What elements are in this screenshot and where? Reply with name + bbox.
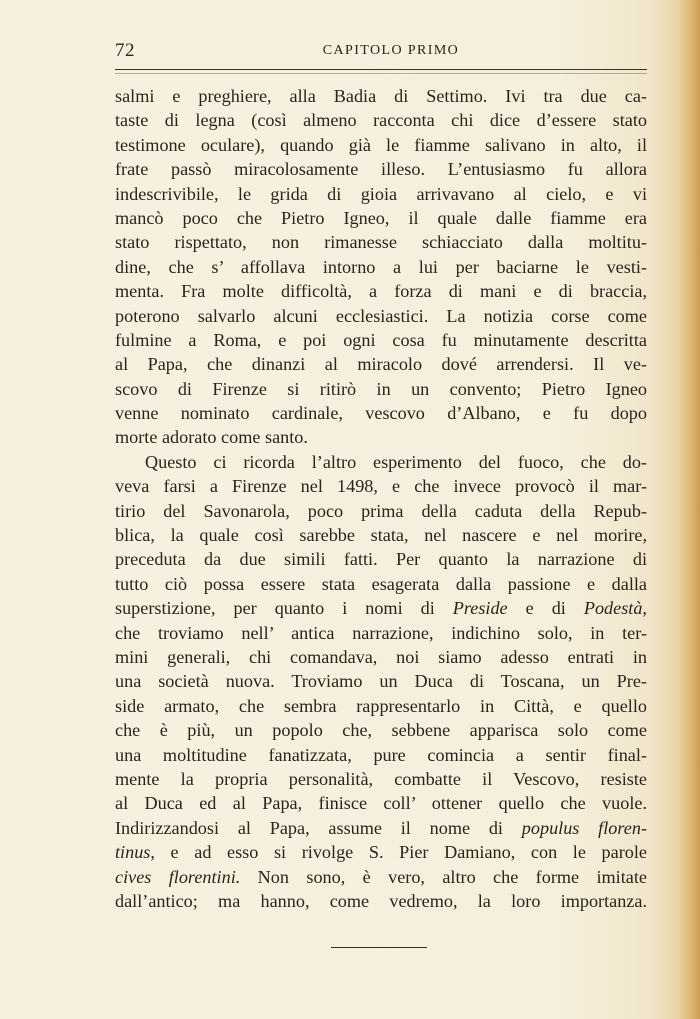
text-line: [115, 767, 647, 791]
text-run: mancò poco che Pietro Igneo, il quale dalle fiamme era: [115, 207, 647, 228]
text-run: superstizione, per quanto i nomi di: [115, 598, 453, 619]
italic-text: cives florentini.: [115, 866, 241, 887]
text-run: scovo di Firenze si ritirò in un convento; Pietro Igneo: [115, 378, 647, 399]
text-run: una società nuova. Troviamo un Duca di Toscana, un Pre-: [115, 671, 647, 692]
italic-text: Podestà,: [583, 598, 647, 619]
italic-text: populus floren-: [521, 817, 647, 838]
page-number: 72: [115, 40, 135, 61]
text-run: menta. Fra molte difficoltà, a forza di mani e di braccia,: [115, 281, 647, 302]
text-line: [115, 669, 647, 693]
text-run: tirio del Savonarola, poco prima della caduta della Repub-: [115, 500, 647, 521]
text-line: [115, 352, 647, 376]
text-line: [115, 84, 647, 108]
text-run: Indirizzandosi al Papa, assume il nome di: [115, 817, 522, 838]
text-run: testimone oculare), quando già le fiamme salivano in alto, il: [115, 134, 647, 155]
header-rule-secondary: [115, 73, 647, 74]
body-text: [115, 84, 647, 913]
page-edge-shadow: [678, 0, 700, 1019]
text-line: [115, 230, 647, 254]
italic-text: tinus: [115, 842, 151, 863]
text-line: [115, 108, 647, 132]
text-line: [115, 474, 647, 498]
text-line: [115, 255, 647, 279]
text-line: [115, 572, 647, 596]
text-run: e di: [507, 598, 584, 619]
text-run: che è più, un popolo che, sebbene apparisca solo come: [115, 720, 647, 741]
text-run: frate passò miracolosamente illeso. L’entusiasmo fu allora: [115, 159, 647, 180]
text-run: mini generali, chi comandava, noi siamo adesso entrati in: [115, 646, 647, 667]
italic-text: Preside: [452, 598, 508, 619]
running-head: CAPITOLO PRIMO: [322, 43, 460, 58]
text-run: morte adorato come santo.: [115, 427, 308, 448]
text-run: indescrivibile, le grida di gioia arrivavano al cielo, e vi: [115, 183, 647, 204]
end-rule: [331, 947, 427, 948]
text-run: salmi e preghiere, alla Badia di Settimo. Ivi tra due ca-: [115, 86, 647, 106]
text-run: Questo ci ricorda l’altro esperimento del fuoco, che do-: [145, 451, 647, 472]
text-run: mente la propria personalità, combatte il Vescovo, resiste: [115, 768, 647, 789]
text-line: [115, 596, 647, 620]
text-run: taste di legna (così almeno racconta chi dice d’essere stato: [115, 110, 647, 131]
text-run: , e ad esso si rivolge S. Pier Damiano, con le parole: [150, 842, 647, 863]
text-run: stato rispettato, non rimanesse schiacciato dalla moltitu-: [115, 232, 647, 253]
text-line: [115, 694, 647, 718]
text-run: tutto ciò possa essere stata esagerata dalla passione e dalla: [115, 573, 647, 594]
text-line: [115, 547, 647, 571]
text-line: [115, 621, 647, 645]
text-line: [115, 157, 647, 181]
text-line: [115, 791, 647, 815]
text-run: al Duca ed al Papa, finisce coll’ ottener quello che vuole.: [115, 793, 647, 814]
text-line: [115, 133, 647, 157]
text-line: [115, 304, 647, 328]
text-run: blica, la quale così sarebbe stata, nel nascere e nel morire,: [115, 525, 647, 546]
page-header: [115, 40, 647, 70]
text-run: fulmine a Roma, e poi ogni cosa fu minutamente descritta: [115, 329, 647, 350]
text-line: [115, 377, 647, 401]
text-line: [115, 743, 647, 767]
text-line: [115, 840, 647, 864]
text-run: dall’antico; ma hanno, come vedremo, la loro importanza.: [115, 890, 647, 911]
text-line: [115, 450, 647, 474]
text-run: dine, che s’ affollava intorno a lui per baciarne le vesti-: [115, 256, 647, 277]
text-run: che troviamo nell’ antica narrazione, indichino solo, in ter-: [115, 622, 647, 643]
text-line: [115, 425, 647, 449]
text-line: [115, 645, 647, 669]
text-run: venne nominato cardinale, vescovo d’Albano, e fu dopo: [115, 403, 647, 424]
text-line: [115, 816, 647, 840]
text-run: veva farsi a Firenze nel 1498, e che invece provocò il mar-: [115, 476, 647, 497]
text-line: [115, 499, 647, 523]
text-run: poterono salvarlo alcuni ecclesiastici. La notizia corse come: [115, 305, 647, 326]
text-line: [115, 206, 647, 230]
text-line: [115, 401, 647, 425]
text-line: [115, 889, 647, 913]
text-line: [115, 718, 647, 742]
text-line: [115, 865, 647, 889]
text-line: [115, 182, 647, 206]
text-line: [115, 328, 647, 352]
header-rule: [115, 69, 647, 70]
text-line: [115, 523, 647, 547]
text-line: [115, 279, 647, 303]
text-run: preceduta da due simili fatti. Per quanto la narrazione di: [115, 549, 647, 570]
text-run: Non sono, è vero, altro che forme imitate: [240, 866, 647, 887]
text-run: una moltitudine fanatizzata, pure comincia a sentir final-: [115, 744, 647, 765]
text-run: side armato, che sembra rappresentarlo in Città, e quello: [115, 695, 647, 716]
text-run: al Papa, che dinanzi al miracolo dové arrendersi. Il ve-: [115, 354, 647, 375]
